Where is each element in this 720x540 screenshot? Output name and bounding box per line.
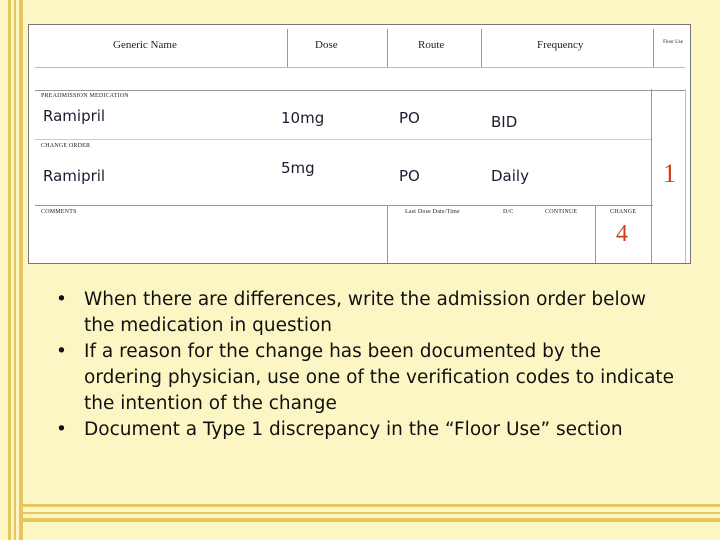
header-generic-name: Generic Name [113,39,177,51]
header-divider [653,29,654,67]
footer-continue: CONTINUE [545,209,578,215]
row1-name: Ramipril [43,107,106,125]
row-line [35,90,685,91]
header-frequency: Frequency [537,39,584,51]
floor-use-value: 1 [663,159,676,188]
header-bottom-line [35,67,685,68]
left-border-stripe-3 [19,0,23,540]
bullet-item [56,417,676,443]
footer-divider [595,205,596,263]
section-change-label: CHANGE ORDER [41,143,91,149]
instruction-list [56,287,676,443]
row-line [35,139,653,140]
row2-route: PO [399,167,420,185]
footer-divider [387,205,388,263]
section-comments-label: COMMENTS [41,209,77,215]
medication-form [28,24,691,264]
header-floor-use: Floor Use [663,40,683,45]
bullet-item [56,287,676,339]
row1-frequency: BID [491,113,518,131]
change-value: 4 [616,221,628,247]
bullet-icon: • [56,419,67,440]
row2-name: Ramipril [43,167,106,185]
bottom-border-stripe-3 [22,518,720,522]
header-divider [481,29,482,67]
bullet-icon: • [56,289,67,310]
left-border-stripe-1 [8,0,11,540]
left-border-stripe-2 [14,0,16,540]
header-divider [387,29,388,67]
bottom-border-stripe-2 [22,512,720,514]
bullet-text: When there are differences, write the admission order below the medication in question [84,289,647,336]
bullet-icon: • [56,341,67,362]
header-divider [287,29,288,67]
row1-dose: 10mg [281,109,325,127]
bottom-border-stripe-1 [22,504,720,507]
footer-change: CHANGE [610,209,637,215]
bullet-item [56,339,676,417]
row2-frequency: Daily [491,167,529,185]
footer-last-dose: Last Dose Date/Time [405,209,460,215]
bullet-text: Document a Type 1 discrepancy in the “Floor Use” section [84,419,623,440]
row2-dose: 5mg [281,159,315,177]
footer-dc: D/C [503,209,514,215]
header-dose: Dose [315,39,338,51]
bullet-text: If a reason for the change has been documented by the ordering physician, use one of the verification codes to indicate the intention of the change [84,341,675,414]
row-line [35,205,653,206]
section-preadmission-label: PREADMISSION MEDICATION [41,93,129,99]
row1-route: PO [399,109,420,127]
header-route: Route [418,39,445,51]
